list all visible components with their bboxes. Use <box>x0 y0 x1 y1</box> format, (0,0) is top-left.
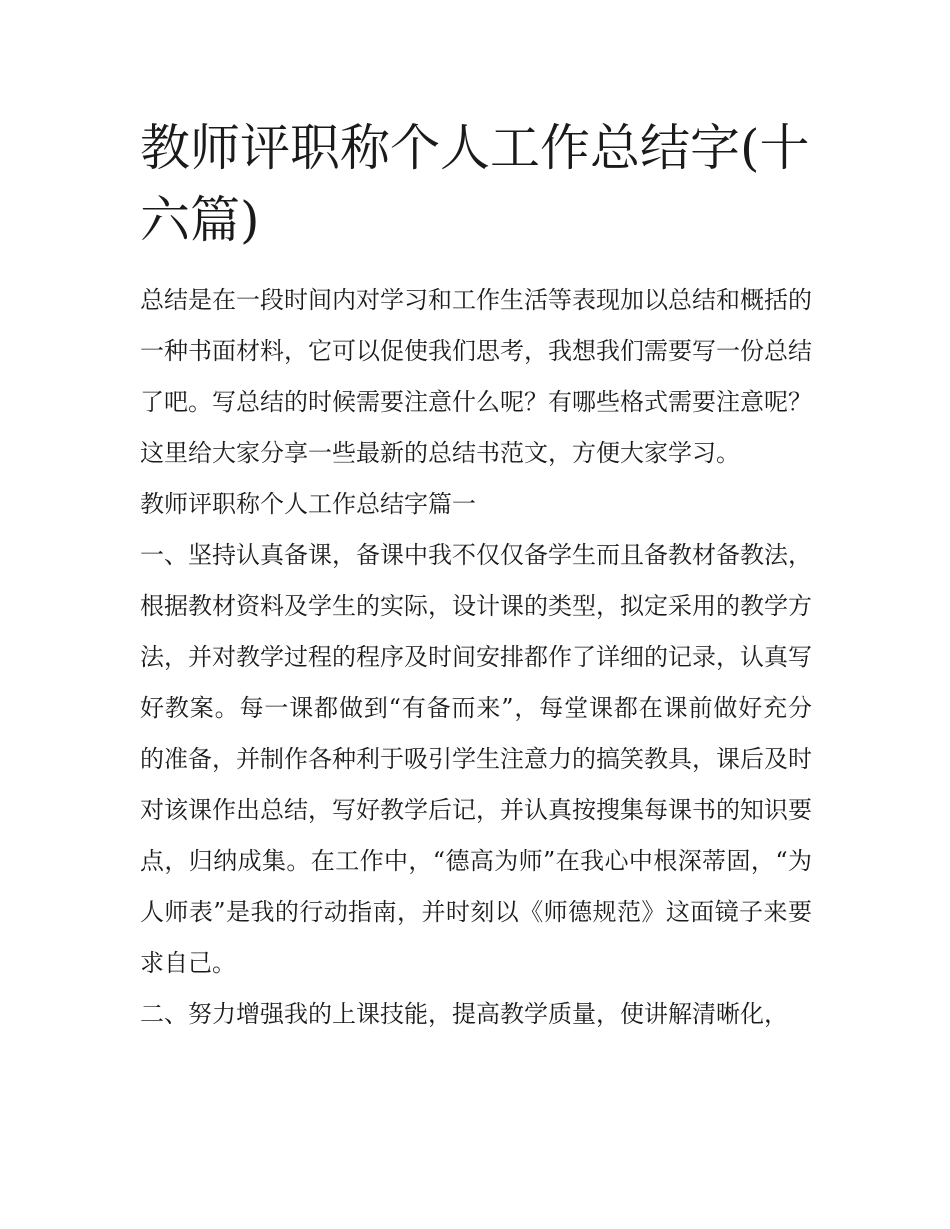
section-heading: 教师评职称个人工作总结字篇一 <box>140 490 476 518</box>
document-body <box>140 275 812 1040</box>
intro-paragraph: 总结是在一段时间内对学习和工作生活等表现加以总结和概括的一种书面材料，它可以促使我们思考，我想我们需要写一份总结了吧。写总结的时候需要注意什么呢？有哪些格式需要注意呢？这里给大家分享一些最新的总结书范文，方便大家学习。 <box>140 286 812 467</box>
body-paragraph-2: 二、努力增强我的上课技能，提高教学质量，使讲解清晰化， <box>140 1000 788 1028</box>
document-title: 教师评职称个人工作总结字(十六篇) <box>140 119 810 249</box>
body-paragraph-1: 一、坚持认真备课，备课中我不仅仅备学生而且备教材备教法，根据教材资料及学生的实际，设计课的类型，拟定采用的教学方法，并对教学过程的程序及时间安排都作了详细的记录，认真写好教案。每一课都做到“有备而来”，每堂课都在课前做好充分的准备，并制作各种利于吸引学生注意力的搞笑教具，课后及时对该课作出总结，写好教学后记，并认真按搜集每课书的知识要点，归纳成集。在工作中，“德高为师”在我心中根深蒂固，“为人师表”是我的行动指南，并时刻以《师德规范》这面镜子来要求自己。 <box>140 541 812 977</box>
